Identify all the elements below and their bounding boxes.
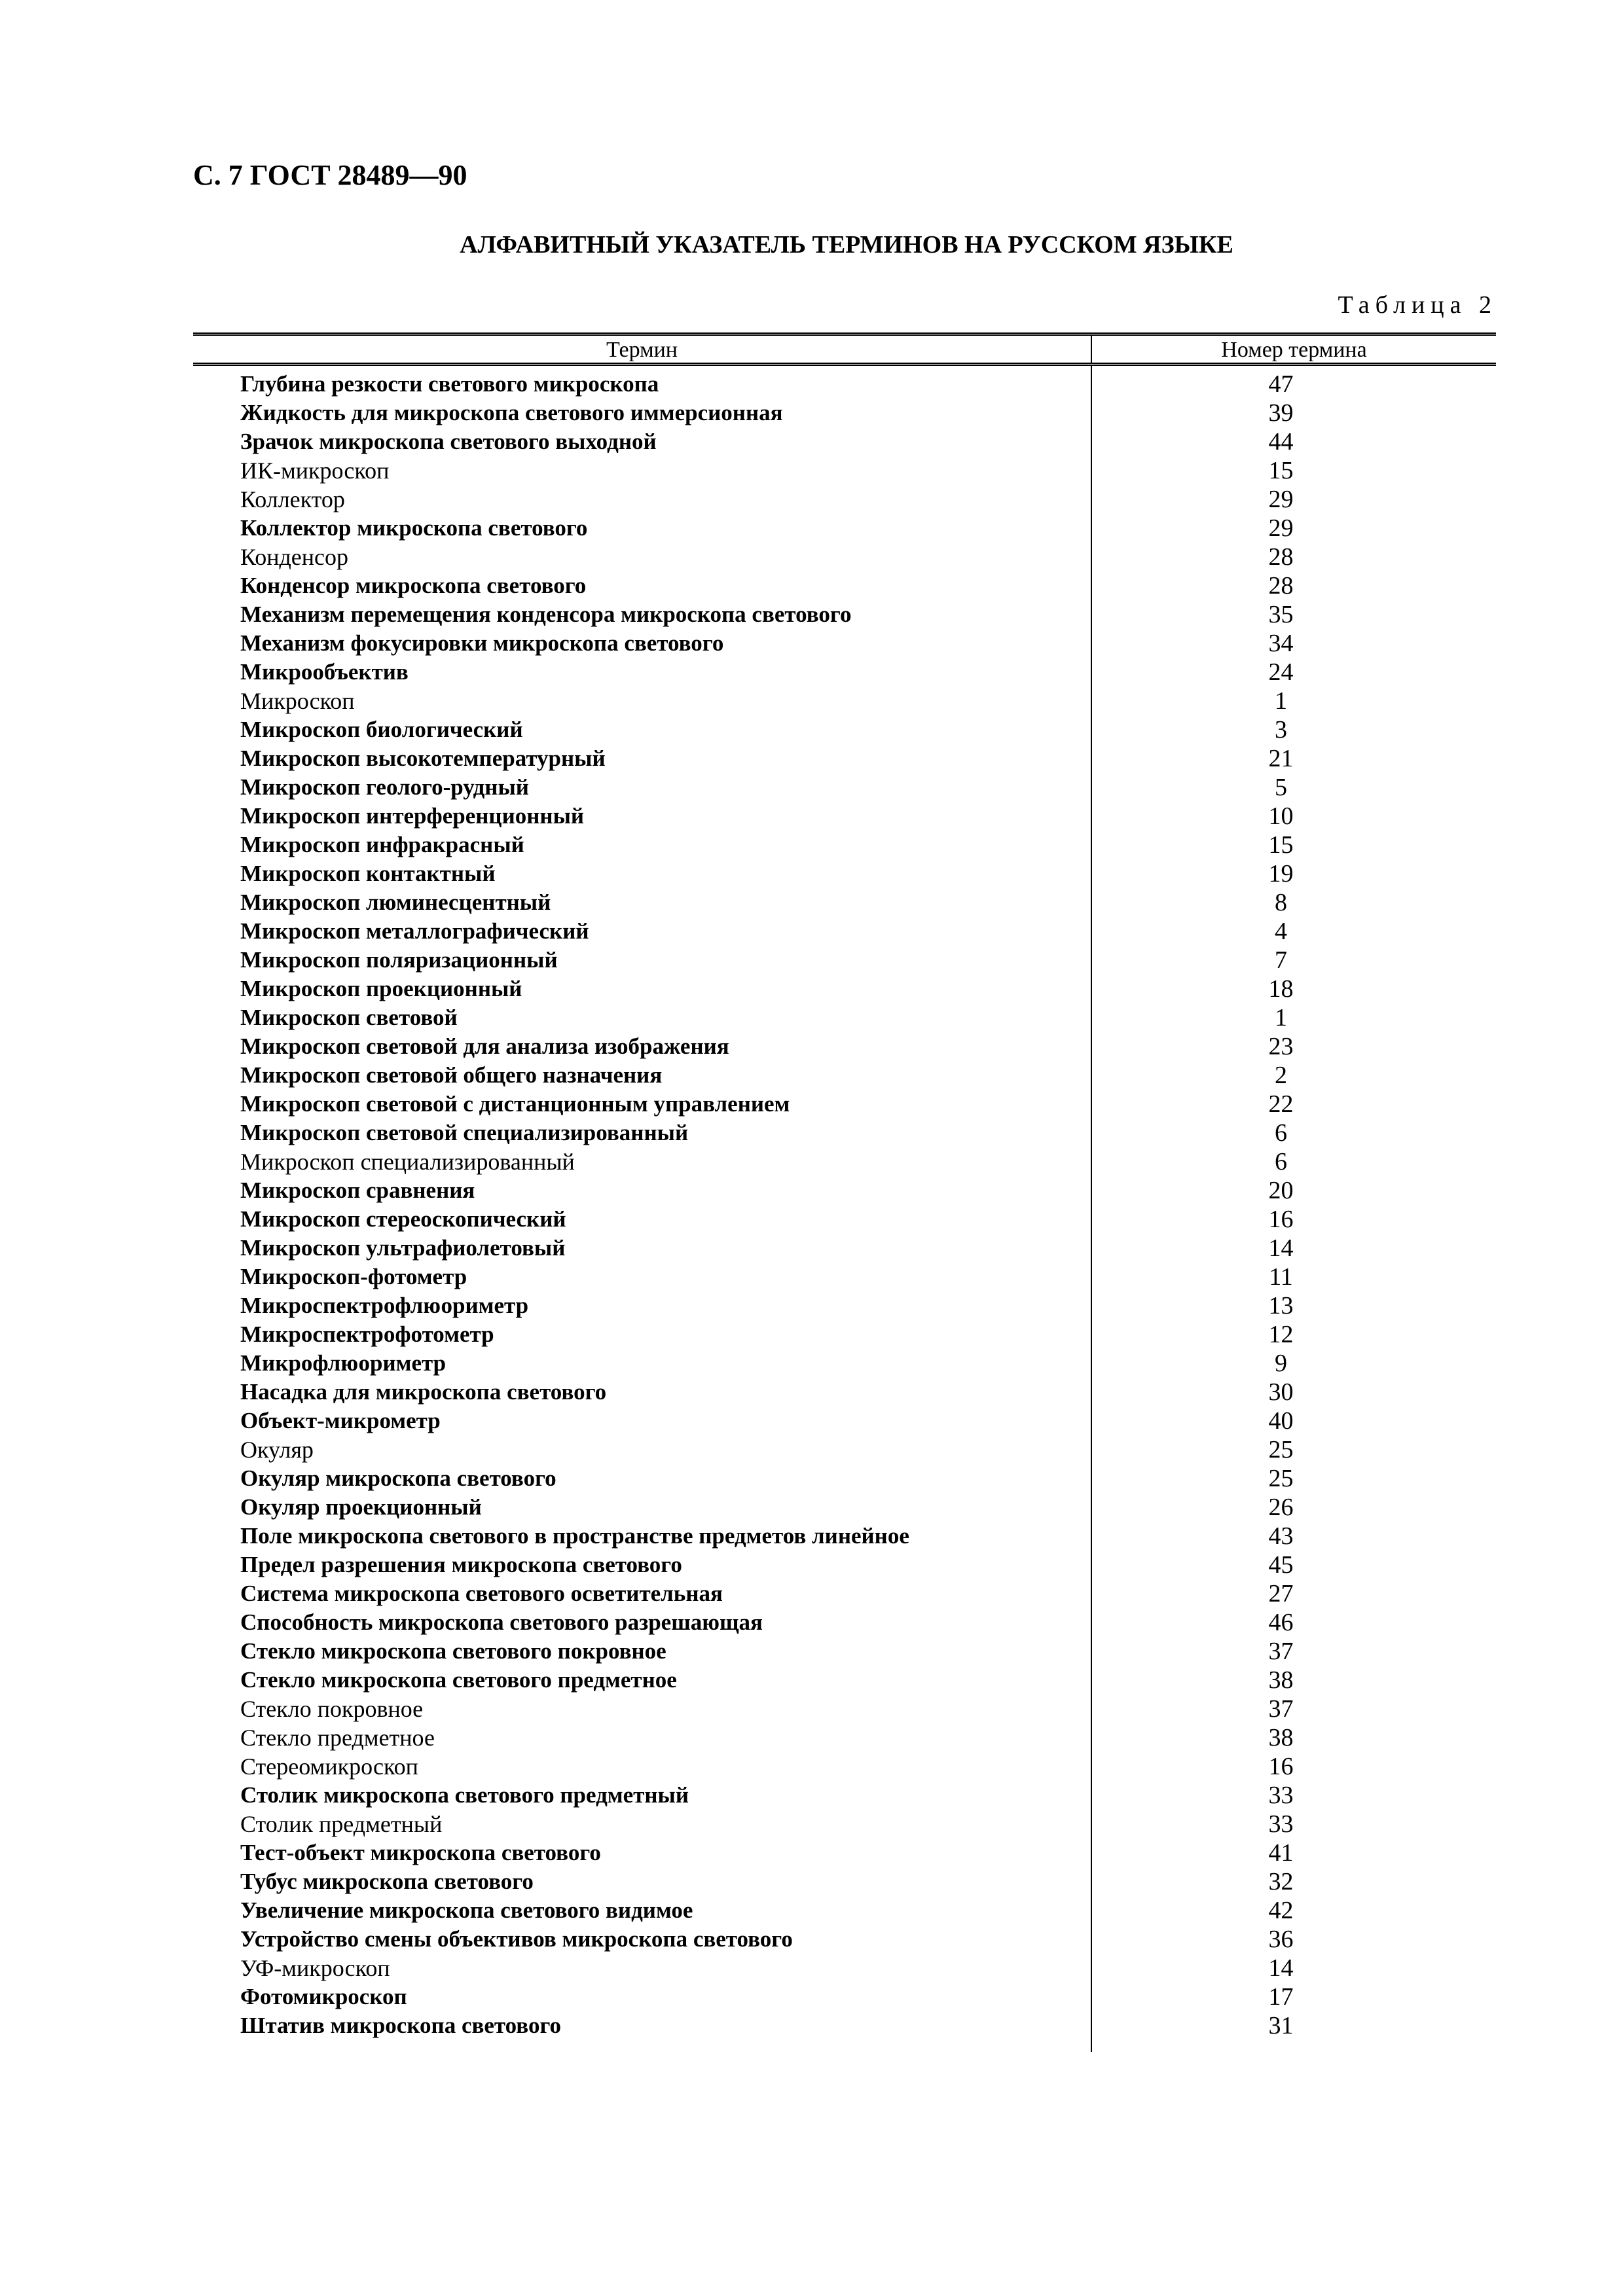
- term-number-cell: 32: [1268, 1868, 1294, 1895]
- term-cell: Зрачок микроскопа светового выходной: [240, 429, 657, 454]
- term-number-cell: 25: [1268, 1436, 1294, 1463]
- term-number-cell: 12: [1268, 1321, 1294, 1348]
- term-number-cell: 22: [1268, 1090, 1294, 1118]
- term-cell: Объект-микрометр: [240, 1408, 441, 1433]
- term-number-cell: 33: [1268, 1782, 1294, 1809]
- term-cell: Способность микроскопа светового разрешающая: [240, 1609, 763, 1635]
- term-cell: Микроскоп геолого-рудный: [240, 774, 529, 800]
- term-cell: ИК-микроскоп: [240, 457, 390, 484]
- term-number-cell: 42: [1268, 1897, 1294, 1924]
- term-number-cell: 2: [1275, 1062, 1287, 1089]
- term-number-cell: 3: [1275, 716, 1287, 744]
- term-cell: Насадка для микроскопа светового: [240, 1379, 607, 1405]
- term-number-cell: 8: [1275, 889, 1287, 916]
- term-number-cell: 40: [1268, 1407, 1294, 1435]
- term-cell: Микроскоп: [240, 688, 355, 714]
- term-cell: Предел разрешения микроскопа светового: [240, 1552, 682, 1577]
- term-cell: Конденсор микроскопа светового: [240, 573, 587, 598]
- term-cell: Микроскоп световой: [240, 1005, 458, 1030]
- term-cell: Окуляр микроскопа светового: [240, 1465, 556, 1491]
- term-cell: Микроспектрофлюориметр: [240, 1293, 529, 1318]
- term-number-cell: 35: [1268, 601, 1294, 628]
- term-number-cell: 11: [1269, 1263, 1293, 1291]
- term-number-cell: 34: [1268, 630, 1294, 657]
- term-number-cell: 30: [1268, 1378, 1294, 1406]
- term-number-cell: 16: [1268, 1206, 1294, 1233]
- term-cell: Микроскоп специализированный: [240, 1149, 575, 1175]
- term-cell: Коллектор микроскопа светового: [240, 515, 588, 541]
- term-cell: Микрообъектив: [240, 659, 409, 685]
- term-cell: Микроскоп световой с дистанционным управлением: [240, 1091, 790, 1117]
- term-number-cell: 26: [1268, 1494, 1294, 1521]
- term-cell: Микрофлюориметр: [240, 1350, 447, 1376]
- term-number-cell: 18: [1268, 975, 1294, 1003]
- term-number-cell: 29: [1268, 486, 1294, 513]
- term-cell: Тубус микроскопа светового: [240, 1869, 534, 1894]
- term-cell: Микроскоп-фотометр: [240, 1264, 467, 1289]
- term-cell: Стекло покровное: [240, 1696, 424, 1722]
- term-number-cell: 13: [1268, 1292, 1294, 1319]
- term-number-cell: 16: [1268, 1753, 1294, 1780]
- term-number-cell: 44: [1268, 428, 1294, 456]
- term-number-cell: 37: [1268, 1638, 1294, 1665]
- term-cell: Микроскоп поляризационный: [240, 947, 558, 973]
- term-cell: Жидкость для микроскопа светового иммерсионная: [240, 400, 783, 425]
- term-cell: Микроскоп биологический: [240, 717, 523, 742]
- term-cell: Стереомикроскоп: [240, 1753, 418, 1780]
- term-number-cell: 1: [1275, 687, 1287, 715]
- term-cell: Увеличение микроскопа светового видимое: [240, 1897, 693, 1923]
- term-number-cell: 33: [1268, 1810, 1294, 1838]
- terms-index-table: [193, 332, 1496, 2052]
- term-number-cell: 36: [1268, 1926, 1294, 1953]
- term-number-cell: 15: [1268, 457, 1294, 484]
- term-cell: Микроспектрофотометр: [240, 1321, 494, 1347]
- term-cell: Микроскоп металлографический: [240, 918, 589, 944]
- page-title: АЛФАВИТНЫЙ УКАЗАТЕЛЬ ТЕРМИНОВ НА РУССКОМ ЯЗЫКЕ: [460, 231, 1233, 259]
- term-cell: Поле микроскопа светового в пространстве предметов линейное: [240, 1523, 909, 1549]
- term-cell: Глубина резкости светового микроскопа: [240, 371, 659, 397]
- term-number-cell: 4: [1275, 918, 1287, 945]
- term-number-cell: 43: [1268, 1522, 1294, 1550]
- term-number-cell: 28: [1268, 543, 1294, 571]
- term-column: [193, 366, 1092, 2052]
- term-cell: Микроскоп высокотемпературный: [240, 745, 606, 771]
- term-number-cell: 25: [1268, 1465, 1294, 1492]
- term-cell: Стекло микроскопа светового предметное: [240, 1667, 677, 1693]
- term-cell: Микроскоп люминесцентный: [240, 889, 551, 915]
- term-cell: Микроскоп сравнения: [240, 1177, 475, 1203]
- term-number-cell: 47: [1268, 370, 1294, 398]
- term-cell: Микроскоп световой для анализа изображения: [240, 1033, 729, 1059]
- term-number-cell: 5: [1275, 774, 1287, 801]
- term-number-cell: 9: [1275, 1350, 1287, 1377]
- term-number-cell: 10: [1268, 802, 1294, 830]
- term-cell: Микроскоп интерференционный: [240, 803, 585, 829]
- term-number-cell: 28: [1268, 572, 1294, 600]
- term-number-cell: 14: [1268, 1954, 1294, 1982]
- term-cell: Столик предметный: [240, 1811, 443, 1837]
- term-cell: Микроскоп световой специализированный: [240, 1120, 689, 1145]
- term-cell: Механизм перемещения конденсора микроскопа светового: [240, 601, 852, 627]
- term-number-cell: 38: [1268, 1724, 1294, 1751]
- term-cell: Штатив микроскопа светового: [240, 2013, 561, 2038]
- term-number-cell: 46: [1268, 1609, 1294, 1636]
- term-cell: Тест-объект микроскопа светового: [240, 1840, 601, 1865]
- table-label: Таблица 2: [1338, 291, 1497, 319]
- term-number-cell: 15: [1268, 831, 1294, 859]
- term-cell: Окуляр: [240, 1437, 314, 1463]
- term-number-cell: 39: [1268, 399, 1294, 427]
- term-number-cell: 21: [1268, 745, 1294, 772]
- term-number-cell: 23: [1268, 1033, 1294, 1060]
- term-cell: Микроскоп стереоскопический: [240, 1206, 566, 1232]
- term-number-cell: 29: [1268, 514, 1294, 542]
- term-number-cell: 31: [1268, 2012, 1294, 2039]
- term-cell: Фотомикроскоп: [240, 1984, 407, 2009]
- term-cell: Микроскоп проекционный: [240, 976, 522, 1001]
- term-cell: Микроскоп инфракрасный: [240, 832, 524, 857]
- term-cell: Микроскоп контактный: [240, 861, 496, 886]
- term-cell: Коллектор: [240, 486, 345, 512]
- term-number-cell: 6: [1275, 1119, 1287, 1147]
- table-header-row: [193, 332, 1496, 366]
- term-number-cell: 38: [1268, 1666, 1294, 1694]
- term-number-cell: 27: [1268, 1580, 1294, 1607]
- term-number-cell: 45: [1268, 1551, 1294, 1579]
- term-cell: Микроскоп световой общего назначения: [240, 1062, 663, 1088]
- term-cell: УФ-микроскоп: [240, 1955, 390, 1981]
- term-number-cell: 1: [1275, 1004, 1287, 1031]
- term-number-cell: 14: [1268, 1234, 1294, 1262]
- page-header: С. 7 ГОСТ 28489—90: [193, 159, 467, 191]
- term-cell: Столик микроскопа светового предметный: [240, 1782, 689, 1808]
- term-cell: Устройство смены объективов микроскопа светового: [240, 1926, 793, 1952]
- number-column: [1092, 366, 1496, 2052]
- term-number-cell: 17: [1268, 1983, 1294, 2011]
- term-cell: Система микроскопа светового осветительная: [240, 1581, 723, 1606]
- term-cell: Стекло предметное: [240, 1725, 435, 1751]
- term-cell: Конденсор: [240, 544, 349, 570]
- column-header-term: Термин: [193, 336, 1092, 363]
- term-number-cell: 37: [1268, 1695, 1294, 1723]
- term-number-cell: 24: [1268, 658, 1294, 686]
- term-cell: Окуляр проекционный: [240, 1494, 482, 1520]
- term-number-cell: 41: [1268, 1839, 1294, 1867]
- term-number-cell: 7: [1275, 946, 1287, 974]
- term-cell: Микроскоп ультрафиолетовый: [240, 1235, 566, 1261]
- term-cell: Механизм фокусировки микроскопа светового: [240, 630, 724, 656]
- term-number-cell: 20: [1268, 1177, 1294, 1204]
- column-header-number: Номер термина: [1221, 338, 1367, 362]
- term-number-cell: 6: [1275, 1148, 1287, 1175]
- term-number-cell: 19: [1268, 860, 1294, 888]
- term-cell: Стекло микроскопа светового покровное: [240, 1638, 666, 1664]
- table-body: [193, 366, 1496, 2052]
